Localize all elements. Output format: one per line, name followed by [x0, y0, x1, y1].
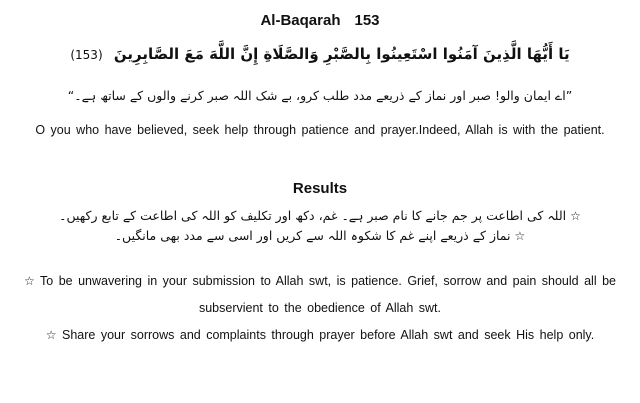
english-result-text: Share your sorrows and complaints through prayer before Allah swt and seek His help only. — [62, 328, 595, 342]
arabic-verse — [0, 42, 640, 67]
urdu-result-text: نماز کے ذریعے اپنے غم کا شکوہ اللہ سے کریں اور اسی سے مدد بھی مانگیں۔ — [114, 228, 511, 243]
star-icon: ☆ — [45, 328, 57, 342]
urdu-result-item — [0, 226, 640, 246]
page-title — [0, 12, 640, 29]
star-icon: ☆ — [570, 209, 581, 223]
urdu-results-list — [0, 206, 640, 246]
english-result-item — [20, 268, 620, 322]
results-heading: Results — [292, 180, 348, 197]
arabic-verse-text: يَا أَيُّهَا الَّذِينَ آمَنُوا اسْتَعِينُوا بِالصَّبْرِ وَالصَّلَاةِ إِنَّ اللَّهَ مَعَ الصَّابِرِينَ — [113, 45, 570, 63]
arabic-verse-reference: (153) — [70, 48, 103, 62]
urdu-result-item — [0, 206, 640, 226]
surah-name: Al-Baqarah — [260, 12, 341, 29]
star-icon: ☆ — [514, 229, 526, 243]
english-results-list — [20, 268, 620, 349]
urdu-translation: ”اے ایمان والو! صبر اور نماز کے ذریعے مدد طلب کرو، بے شک اللہ صبر کرنے والوں کے ساتھ ہے۔“ — [67, 88, 573, 103]
english-result-text: To be unwavering in your submission to Allah swt, is patience. Grief, sorrow and pain should all be subservient to the obedience of Allah swt. — [40, 274, 616, 315]
urdu-result-text: اللہ کی اطاعت پر جم جانے کا نام صبر ہے۔ غم، دکھ اور تکلیف کو اللہ کی اطاعت کے تابع رکھیں۔ — [59, 208, 567, 223]
star-icon: ☆ — [24, 274, 35, 288]
english-translation: O you who have believed, seek help through patience and prayer.Indeed, Allah is with the patient. — [35, 123, 605, 137]
english-result-item — [20, 322, 620, 349]
verse-number: 153 — [354, 12, 380, 29]
